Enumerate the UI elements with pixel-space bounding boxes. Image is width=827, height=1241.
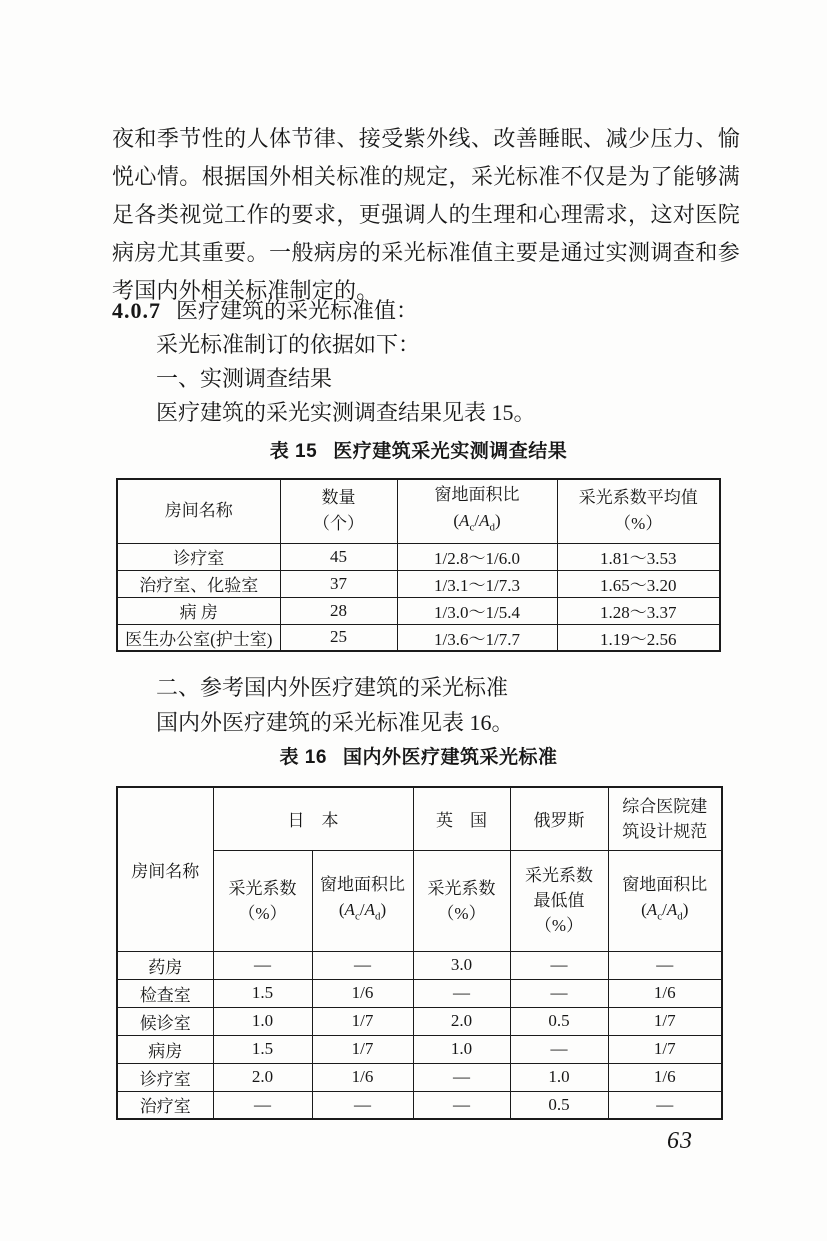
table16-caption-title: 国内外医疗建筑采光标准 <box>342 747 558 768</box>
table-cell: 1.19～2.56 <box>557 624 720 651</box>
table-cell: 1.0 <box>413 1035 510 1063</box>
table-cell: 45 <box>280 543 397 570</box>
table-cell: 1.5 <box>213 979 312 1007</box>
table-row <box>117 951 722 979</box>
formula-ac-ad: $(A_c/A_d)$ <box>453 511 501 534</box>
clause-item1: 一、实测调查结果 <box>156 366 333 391</box>
clause-number: 4.0.7 <box>112 298 161 323</box>
table-cell: — <box>413 979 510 1007</box>
clause-ref-table16: 国内外医疗建筑的采光标准见表 16。 <box>156 710 514 735</box>
table-cell: 诊疗室 <box>117 543 280 570</box>
table-cell: — <box>413 1063 510 1091</box>
clause-block <box>112 294 752 430</box>
table-cell: 治疗室、化验室 <box>117 570 280 597</box>
table-cell: — <box>510 951 608 979</box>
table-cell: — <box>213 951 312 979</box>
table-cell: 1/6 <box>312 979 413 1007</box>
clause-item2: 二、参考国内外医疗建筑的采光标准 <box>156 675 509 700</box>
table15-header-row <box>117 479 720 543</box>
table-cell: 1/3.1～1/7.3 <box>397 570 557 597</box>
table-cell: 1.28～3.37 <box>557 597 720 624</box>
table-cell: 2.0 <box>213 1063 312 1091</box>
table-cell: 1/6 <box>608 979 722 1007</box>
table-cell: 1/7 <box>608 1007 722 1035</box>
table-cell: 25 <box>280 624 397 651</box>
table-row <box>117 570 720 597</box>
table16-group-uk: 英 国 <box>413 787 510 850</box>
table-cell: — <box>312 951 413 979</box>
table-cell: 治疗室 <box>117 1091 213 1119</box>
table-cell: 1.5 <box>213 1035 312 1063</box>
table15-header-daylight-factor-avg: 采光系数平均值 （%） <box>557 479 720 543</box>
table-row <box>117 1007 722 1035</box>
table-cell: 1.0 <box>213 1007 312 1035</box>
table-cell: 候诊室 <box>117 1007 213 1035</box>
table-cell: 1.0 <box>510 1063 608 1091</box>
body-paragraph: 夜和季节性的人体节律、接受紫外线、改善睡眠、减少压力、愉悦心情。根据国外相关标准的规定，采光标准不仅是为了能够满足各类视觉工作的要求，更强调人的生理和心理需求，这对医院病房尤其重要。一般病房的采光标准值主要是通过实测调查和参考国内外相关标准制定的。 <box>112 126 740 303</box>
table-cell: 1/7 <box>312 1035 413 1063</box>
table-cell: 1/7 <box>312 1007 413 1035</box>
table-cell: 2.0 <box>413 1007 510 1035</box>
table15-header-room: 房间名称 <box>117 479 280 543</box>
table16-group-russia: 俄罗斯 <box>510 787 608 850</box>
table15-header-window-floor-ratio: 窗地面积比 $(A_c/A_d)$ <box>397 479 557 543</box>
table-cell: 诊疗室 <box>117 1063 213 1091</box>
table-cell: 药房 <box>117 951 213 979</box>
table-cell: 1/6 <box>608 1063 722 1091</box>
table-row <box>117 624 720 651</box>
table-cell: — <box>213 1091 312 1119</box>
table16-group-hospital-code: 综合医院建 筑设计规范 <box>608 787 722 850</box>
table-cell: 1/7 <box>608 1035 722 1063</box>
table-row <box>117 597 720 624</box>
table-cell: — <box>510 1035 608 1063</box>
table-cell: — <box>510 979 608 1007</box>
table16-header-df-uk: 采光系数 （%） <box>413 850 510 951</box>
clause-basis-line: 采光标准制订的依据如下： <box>156 332 421 357</box>
table16 <box>116 786 723 1120</box>
table16-header-room: 房间名称 <box>117 787 213 951</box>
table-cell: 3.0 <box>413 951 510 979</box>
table15-caption <box>112 438 725 466</box>
table-cell: — <box>608 1091 722 1119</box>
table-cell: 病房 <box>117 1035 213 1063</box>
page-number: 63 <box>667 1128 693 1154</box>
table15-header-count: 数量 （个） <box>280 479 397 543</box>
table-cell: — <box>312 1091 413 1119</box>
table-cell: 1/6 <box>312 1063 413 1091</box>
table-cell: 1.81～3.53 <box>557 543 720 570</box>
table-row <box>117 979 722 1007</box>
table16-header-df-japan: 采光系数 （%） <box>213 850 312 951</box>
table-cell: 1.65～3.20 <box>557 570 720 597</box>
table16-group-japan: 日 本 <box>213 787 413 850</box>
table-row <box>117 1035 722 1063</box>
clause-title: 医疗建筑的采光标准值： <box>176 298 419 323</box>
formula-ac-ad: $(A_c/A_d)$ <box>338 899 387 923</box>
clause-ref-table15: 医疗建筑的采光实测调查结果见表 15。 <box>156 400 536 425</box>
table-cell: 0.5 <box>510 1007 608 1035</box>
table-cell: 1/3.6～1/7.7 <box>397 624 557 651</box>
table16-header-ratio-japan: 窗地面积比 $(A_c/A_d)$ <box>312 850 413 951</box>
table-row <box>117 1063 722 1091</box>
section2-block <box>112 670 752 740</box>
table-cell: 1/3.0～1/5.4 <box>397 597 557 624</box>
table15-caption-label: 表 15 <box>269 441 318 462</box>
table-cell: 检查室 <box>117 979 213 1007</box>
table16-caption <box>112 744 725 772</box>
table16-caption-label: 表 16 <box>279 747 327 768</box>
table16-header-ratio-code: 窗地面积比 $(A_c/A_d)$ <box>608 850 722 951</box>
table-cell: — <box>608 951 722 979</box>
table-cell: 1/2.8～1/6.0 <box>397 543 557 570</box>
table15-caption-title: 医疗建筑采光实测调查结果 <box>333 441 568 462</box>
table15 <box>116 478 721 652</box>
table-cell: 0.5 <box>510 1091 608 1119</box>
table-cell: 病 房 <box>117 597 280 624</box>
table-cell: 医生办公室(护士室) <box>117 624 280 651</box>
table16-header-dfmin-russia: 采光系数 最低值 （%） <box>510 850 608 951</box>
table-cell: — <box>413 1091 510 1119</box>
clause-heading <box>112 294 752 328</box>
table-cell: 28 <box>280 597 397 624</box>
table-row <box>117 1091 722 1119</box>
table16-header-row1 <box>117 787 722 850</box>
table-row <box>117 543 720 570</box>
formula-ac-ad: $(A_c/A_d)$ <box>641 899 689 923</box>
table-cell: 37 <box>280 570 397 597</box>
